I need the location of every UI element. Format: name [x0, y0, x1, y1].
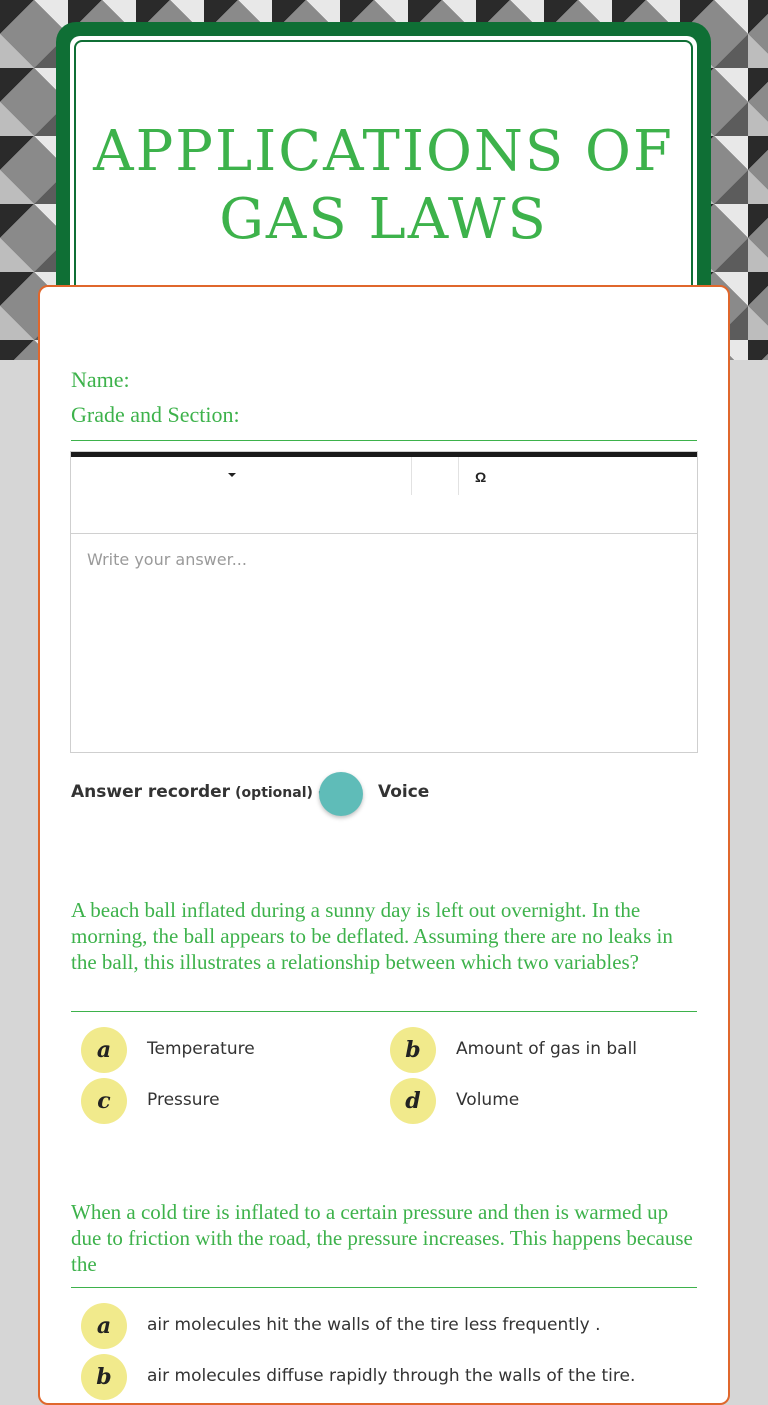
question-1-text: A beach ball inflated during a sunny day is left out overnight. In the morning, the ball appears to be deflated. Assuming there are no leaks in the ball, this illustrates a relationship between which two variables? [71, 898, 673, 974]
caret-down-icon [228, 473, 236, 477]
option-text: air molecules hit the walls of the tire less frequently . [147, 1315, 601, 1335]
voice-label: Voice [378, 782, 430, 802]
option-text: air molecules diffuse rapidly through the walls of the tire. [147, 1366, 636, 1386]
question-2-text: When a cold tire is inflated to a certain pressure and then is warmed up due to friction with the road, the pressure increases. This happens because the [71, 1200, 693, 1276]
grade-section-label: Grade and Section: [71, 402, 240, 427]
option-letter-badge: d [390, 1078, 436, 1124]
question-2-divider [71, 1287, 697, 1288]
question-1-divider [71, 1011, 697, 1012]
option-text: Pressure [147, 1090, 220, 1110]
option-letter-badge: b [390, 1027, 436, 1073]
option-text: Amount of gas in ball [456, 1039, 638, 1059]
option-letter-badge: a [81, 1027, 127, 1073]
option-letter-badge: b [81, 1354, 127, 1400]
toolbar-button[interactable] [412, 457, 459, 495]
title-card-inner [70, 36, 697, 308]
answer-recorder [71, 782, 325, 802]
option-text: Temperature [147, 1039, 255, 1059]
format-dropdown[interactable] [71, 457, 412, 495]
recorder-label: Answer recorder [71, 782, 231, 802]
page-title: APPLICATIONS OF GAS LAWS [93, 119, 674, 252]
answer-input[interactable] [71, 534, 697, 752]
special-character-button[interactable]: Ω [475, 469, 487, 485]
editor-toolbar [71, 457, 697, 534]
name-label: Name: [71, 367, 130, 392]
voice-record-button[interactable] [319, 772, 363, 816]
rich-text-editor [70, 451, 698, 753]
option-text: Volume [456, 1090, 520, 1110]
recorder-optional-label: (optional) [235, 785, 313, 801]
title-card [56, 22, 711, 322]
divider [71, 440, 697, 441]
option-letter-badge: a [81, 1303, 127, 1349]
option-letter-badge: c [81, 1078, 127, 1124]
